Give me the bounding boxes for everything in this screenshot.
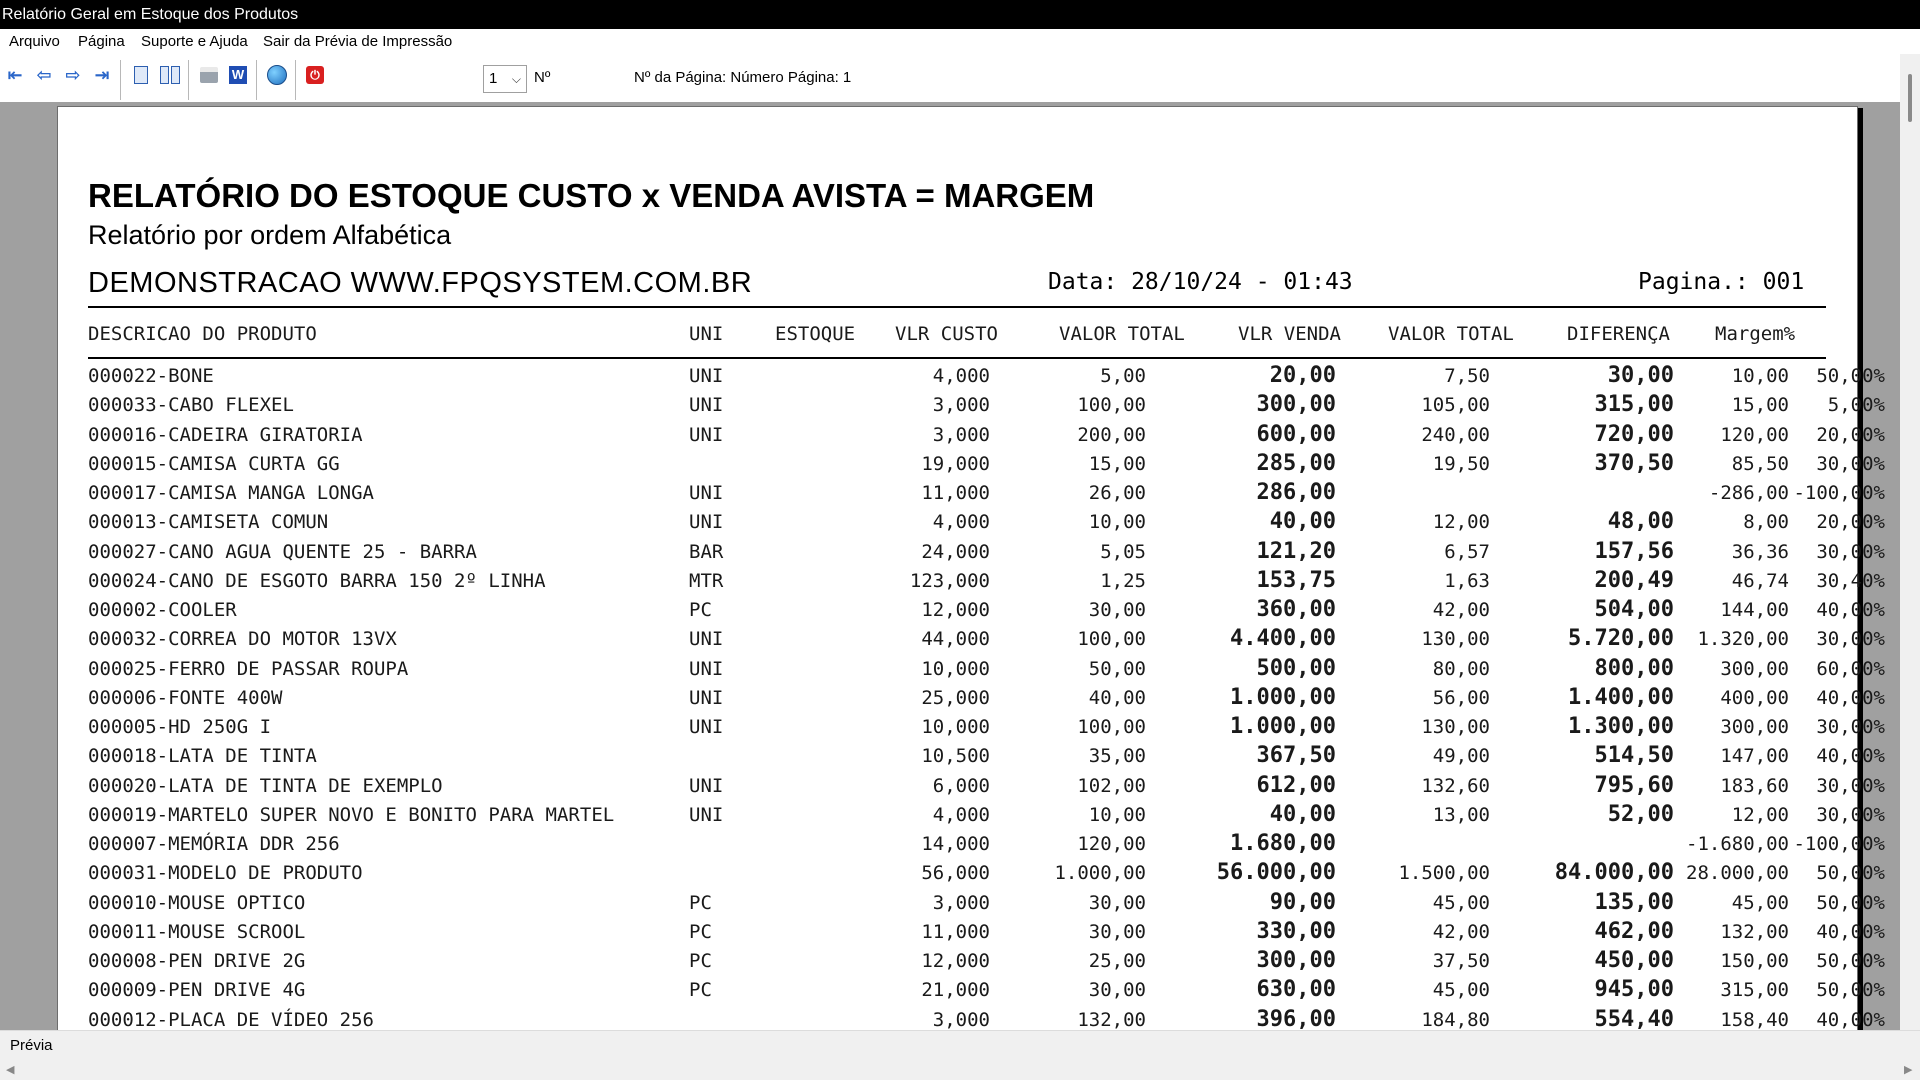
cell-descricao: 000012-PLACA DE VÍDEO 256 — [88, 1009, 374, 1030]
table-row — [58, 743, 1885, 772]
cell-descricao: 000005-HD 250G I — [88, 716, 272, 738]
table-row — [58, 597, 1885, 626]
cell-diferenca: 28.000,00 — [1686, 862, 1789, 884]
cell-vlr-custo: 100,00 — [1077, 394, 1146, 416]
column-header: DESCRICAO DO PRODUTO — [88, 323, 317, 345]
cell-uni: UNI — [689, 658, 724, 680]
cell-uni: PC — [689, 599, 712, 621]
cell-estoque: 10,500 — [921, 745, 990, 767]
printer-icon — [200, 67, 218, 83]
cell-descricao: 000019-MARTELO SUPER NOVO E BONITO PARA MARTEL — [88, 804, 615, 826]
cell-estoque: 3,000 — [932, 394, 990, 416]
cell-valor-total-custo: 300,00 — [1256, 392, 1336, 417]
cell-uni: UNI — [689, 716, 724, 738]
menu-bar — [0, 29, 1920, 54]
cell-vlr-venda: 13,00 — [1432, 804, 1490, 826]
cell-estoque: 11,000 — [921, 482, 990, 504]
cell-estoque: 56,000 — [921, 862, 990, 884]
cell-margem: 30,00% — [1816, 804, 1885, 826]
cell-estoque: 25,000 — [921, 687, 990, 709]
cell-diferenca: 158,40 — [1720, 1009, 1789, 1030]
cell-valor-total-venda: 5.720,00 — [1568, 626, 1674, 651]
toolbar-separator — [120, 60, 121, 100]
first-page-icon: ⇤ — [7, 64, 23, 86]
cell-margem: 5,00% — [1827, 394, 1885, 416]
status-bar — [0, 1030, 1920, 1060]
cell-descricao: 000008-PEN DRIVE 2G — [88, 950, 306, 972]
cell-diferenca: 120,00 — [1720, 424, 1789, 446]
cell-vlr-custo: 5,00 — [1100, 365, 1146, 387]
globe-icon — [267, 65, 287, 85]
cell-vlr-custo: 30,00 — [1088, 892, 1146, 914]
cell-uni: UNI — [689, 804, 724, 826]
cell-vlr-venda: 1,63 — [1444, 570, 1490, 592]
cell-valor-total-custo: 500,00 — [1256, 656, 1336, 681]
column-header: ESTOQUE — [775, 323, 856, 345]
report-page-number: Pagina.: 001 — [1638, 269, 1805, 295]
menu-suporte-ajuda[interactable]: Suporte e Ajuda — [141, 33, 248, 50]
cell-diferenca: 8,00 — [1743, 511, 1789, 533]
cell-descricao: 000006-FONTE 400W — [88, 687, 283, 709]
cell-valor-total-venda: 720,00 — [1594, 422, 1674, 447]
print-button[interactable] — [196, 62, 222, 88]
cell-estoque: 3,000 — [932, 1009, 990, 1030]
cell-vlr-venda: 42,00 — [1432, 921, 1490, 943]
export-word-button[interactable] — [225, 62, 251, 88]
cell-diferenca: 144,00 — [1720, 599, 1789, 621]
cell-descricao: 000015-CAMISA CURTA GG — [88, 453, 340, 475]
close-preview-button[interactable] — [302, 62, 328, 88]
last-page-icon: ⇥ — [94, 64, 110, 86]
report-date: Data: 28/10/24 - 01:43 — [1048, 269, 1353, 295]
cell-descricao: 000016-CADEIRA GIRATORIA — [88, 424, 363, 446]
cell-vlr-venda: 45,00 — [1432, 892, 1490, 914]
cell-valor-total-venda: 800,00 — [1594, 656, 1674, 681]
divider — [88, 306, 1826, 308]
single-page-icon — [134, 66, 148, 84]
cell-valor-total-venda: 462,00 — [1594, 919, 1674, 944]
cell-descricao: 000013-CAMISETA COMUN — [88, 511, 329, 533]
cell-vlr-venda: 7,50 — [1444, 365, 1490, 387]
cell-margem: 30,00% — [1816, 453, 1885, 475]
cell-valor-total-venda: 48,00 — [1607, 509, 1674, 534]
cell-diferenca: 45,00 — [1731, 892, 1789, 914]
cell-valor-total-venda: 315,00 — [1594, 392, 1674, 417]
cell-margem: -100,00% — [1793, 833, 1885, 855]
cell-valor-total-venda: 135,00 — [1594, 890, 1674, 915]
cell-valor-total-custo: 330,00 — [1256, 919, 1336, 944]
table-row — [58, 568, 1885, 597]
cell-descricao: 000022-BONE — [88, 365, 214, 387]
cell-descricao: 000009-PEN DRIVE 4G — [88, 979, 306, 1001]
cell-margem: 50,00% — [1816, 979, 1885, 1001]
menu-pagina[interactable]: Página — [78, 33, 125, 50]
window-title: Relatório Geral em Estoque dos Produtos — [0, 0, 1920, 29]
cell-valor-total-custo: 90,00 — [1269, 890, 1336, 915]
cell-diferenca: 183,60 — [1720, 775, 1789, 797]
cell-valor-total-custo: 153,75 — [1256, 568, 1336, 593]
cell-diferenca: 150,00 — [1720, 950, 1789, 972]
cell-diferenca: 10,00 — [1731, 365, 1789, 387]
table-row — [58, 919, 1885, 948]
cell-margem: 30,00% — [1816, 716, 1885, 738]
cell-margem: 50,00% — [1816, 892, 1885, 914]
cell-margem: 30,40% — [1816, 570, 1885, 592]
table-header — [58, 323, 1857, 351]
cell-descricao: 000020-LATA DE TINTA DE EXEMPLO — [88, 775, 443, 797]
cell-valor-total-custo: 367,50 — [1256, 743, 1336, 768]
cell-margem: 30,00% — [1816, 775, 1885, 797]
column-header: VALOR TOTAL — [1059, 323, 1185, 345]
cell-descricao: 000025-FERRO DE PASSAR ROUPA — [88, 658, 409, 680]
cell-vlr-venda: 130,00 — [1421, 628, 1490, 650]
cell-vlr-venda: 56,00 — [1432, 687, 1490, 709]
cell-estoque: 10,000 — [921, 716, 990, 738]
table-row — [58, 860, 1885, 889]
status-text: Prévia — [10, 1037, 53, 1054]
cell-uni: PC — [689, 950, 712, 972]
cell-diferenca: 1.320,00 — [1697, 628, 1789, 650]
cell-estoque: 4,000 — [932, 365, 990, 387]
cell-estoque: 4,000 — [932, 804, 990, 826]
cell-valor-total-venda: 504,00 — [1594, 597, 1674, 622]
cell-estoque: 14,000 — [921, 833, 990, 855]
cell-valor-total-venda: 514,50 — [1594, 743, 1674, 768]
cell-estoque: 24,000 — [921, 541, 990, 563]
cell-valor-total-custo: 396,00 — [1256, 1007, 1336, 1030]
table-row — [58, 977, 1885, 1006]
cell-uni: BAR — [689, 541, 724, 563]
table-row — [58, 890, 1885, 919]
cell-vlr-custo: 102,00 — [1077, 775, 1146, 797]
last-page-button[interactable] — [89, 62, 115, 88]
cell-vlr-custo: 10,00 — [1088, 511, 1146, 533]
cell-descricao: 000002-COOLER — [88, 599, 237, 621]
cell-descricao: 000024-CANO DE ESGOTO BARRA 150 2º LINHA — [88, 570, 546, 592]
cell-diferenca: 300,00 — [1720, 716, 1789, 738]
cell-diferenca: 85,50 — [1731, 453, 1789, 475]
cell-vlr-venda: 37,50 — [1432, 950, 1490, 972]
cell-estoque: 123,000 — [909, 570, 990, 592]
cell-descricao: 000011-MOUSE SCROOL — [88, 921, 306, 943]
column-header: UNI — [689, 323, 724, 345]
cell-valor-total-custo: 300,00 — [1256, 948, 1336, 973]
cell-descricao: 000018-LATA DE TINTA — [88, 745, 317, 767]
power-icon: ⏻ — [306, 66, 324, 84]
two-pages-button[interactable] — [157, 62, 183, 88]
table-row — [58, 1007, 1885, 1030]
arrow-right-icon: ⇨ — [65, 64, 81, 86]
table-row — [58, 948, 1885, 977]
cell-margem: 40,00% — [1816, 1009, 1885, 1030]
cell-estoque: 4,000 — [932, 511, 990, 533]
cell-margem: 20,00% — [1816, 424, 1885, 446]
cell-vlr-custo: 15,00 — [1088, 453, 1146, 475]
cell-vlr-custo: 26,00 — [1088, 482, 1146, 504]
cell-uni: UNI — [689, 424, 724, 446]
arrow-left-icon: ⇦ — [36, 64, 52, 86]
cell-valor-total-custo: 20,00 — [1269, 363, 1336, 388]
first-page-button[interactable] — [2, 62, 28, 88]
horizontal-scrollbar[interactable] — [0, 1060, 1920, 1080]
cell-estoque: 10,000 — [921, 658, 990, 680]
cell-vlr-custo: 30,00 — [1088, 979, 1146, 1001]
cell-vlr-custo: 40,00 — [1088, 687, 1146, 709]
toolbar-separator — [295, 60, 296, 100]
cell-uni: UNI — [689, 394, 724, 416]
cell-vlr-custo: 1.000,00 — [1054, 862, 1146, 884]
table-row — [58, 422, 1885, 451]
page-number-value: 1 — [489, 70, 498, 87]
cell-vlr-venda: 105,00 — [1421, 394, 1490, 416]
cell-valor-total-venda: 945,00 — [1594, 977, 1674, 1002]
cell-vlr-venda: 49,00 — [1432, 745, 1490, 767]
cell-margem: -100,00% — [1793, 482, 1885, 504]
cell-valor-total-custo: 286,00 — [1256, 480, 1336, 505]
cell-margem: 20,00% — [1816, 511, 1885, 533]
report-company: DEMONSTRACAO WWW.FPQSYSTEM.COM.BR — [88, 267, 753, 299]
cell-valor-total-venda: 157,56 — [1594, 539, 1674, 564]
cell-vlr-custo: 1,25 — [1100, 570, 1146, 592]
table-row — [58, 685, 1885, 714]
scroll-left-icon[interactable]: ◀ — [6, 1064, 15, 1076]
cell-vlr-venda: 132,60 — [1421, 775, 1490, 797]
next-page-button[interactable] — [60, 62, 86, 88]
divider — [88, 357, 1826, 359]
report-title: RELATÓRIO DO ESTOQUE CUSTO x VENDA AVISTA = MARGEM — [88, 177, 1095, 214]
table-row — [58, 509, 1885, 538]
cell-uni: UNI — [689, 482, 724, 504]
cell-valor-total-venda: 200,49 — [1594, 568, 1674, 593]
cell-descricao: 000027-CANO AGUA QUENTE 25 - BARRA — [88, 541, 477, 563]
word-icon: W — [229, 66, 247, 84]
cell-valor-total-venda: 450,00 — [1594, 948, 1674, 973]
cell-uni: UNI — [689, 775, 724, 797]
table-row — [58, 831, 1885, 860]
cell-margem: 30,00% — [1816, 541, 1885, 563]
report-subtitle: Relatório por ordem Alfabética — [88, 220, 452, 250]
cell-diferenca: 36,36 — [1731, 541, 1789, 563]
report-page — [57, 106, 1885, 1030]
cell-vlr-venda: 80,00 — [1432, 658, 1490, 680]
cell-valor-total-custo: 285,00 — [1256, 451, 1336, 476]
cell-estoque: 44,000 — [921, 628, 990, 650]
cell-vlr-venda: 1.500,00 — [1398, 862, 1490, 884]
cell-uni: PC — [689, 979, 712, 1001]
cell-valor-total-custo: 360,00 — [1256, 597, 1336, 622]
cell-descricao: 000010-MOUSE OPTICO — [88, 892, 306, 914]
cell-estoque: 21,000 — [921, 979, 990, 1001]
cell-valor-total-custo: 612,00 — [1256, 773, 1336, 798]
cell-valor-total-custo: 1.000,00 — [1230, 685, 1336, 710]
table-row — [58, 773, 1885, 802]
cell-valor-total-custo: 630,00 — [1256, 977, 1336, 1002]
cell-estoque: 6,000 — [932, 775, 990, 797]
cell-vlr-custo: 100,00 — [1077, 716, 1146, 738]
cell-vlr-venda: 240,00 — [1421, 424, 1490, 446]
column-header: VALOR TOTAL — [1388, 323, 1514, 345]
cell-diferenca: 147,00 — [1720, 745, 1789, 767]
table-row — [58, 714, 1885, 743]
cell-vlr-custo: 5,05 — [1100, 541, 1146, 563]
cell-estoque: 11,000 — [921, 921, 990, 943]
web-export-button[interactable] — [264, 62, 290, 88]
cell-valor-total-venda: 370,50 — [1594, 451, 1674, 476]
toolbar — [0, 54, 1920, 102]
cell-valor-total-custo: 40,00 — [1269, 802, 1336, 827]
cell-estoque: 3,000 — [932, 424, 990, 446]
table-row — [58, 626, 1885, 655]
vertical-scrollbar[interactable] — [1900, 54, 1920, 1030]
cell-uni: UNI — [689, 365, 724, 387]
cell-valor-total-venda: 554,40 — [1594, 1007, 1674, 1030]
cell-vlr-custo: 35,00 — [1088, 745, 1146, 767]
cell-valor-total-venda: 84.000,00 — [1554, 860, 1674, 885]
cell-valor-total-venda: 30,00 — [1607, 363, 1674, 388]
scroll-right-icon[interactable]: ▶ — [1904, 1064, 1913, 1076]
table-row — [58, 539, 1885, 568]
cell-uni: MTR — [689, 570, 724, 592]
cell-diferenca: 400,00 — [1720, 687, 1789, 709]
table-row — [58, 480, 1885, 509]
cell-valor-total-venda: 1.300,00 — [1568, 714, 1674, 739]
column-header: DIFERENÇA — [1567, 323, 1670, 345]
cell-estoque: 19,000 — [921, 453, 990, 475]
cell-vlr-custo: 30,00 — [1088, 921, 1146, 943]
cell-diferenca: -1.680,00 — [1686, 833, 1789, 855]
cell-margem: 40,00% — [1816, 687, 1885, 709]
single-page-button[interactable] — [128, 62, 154, 88]
cell-vlr-custo: 120,00 — [1077, 833, 1146, 855]
cell-vlr-venda: 6,57 — [1444, 541, 1490, 563]
cell-descricao: 000032-CORREA DO MOTOR 13VX — [88, 628, 397, 650]
table-row — [58, 363, 1885, 392]
menu-sair-previa[interactable]: Sair da Prévia de Impressão — [263, 33, 453, 50]
cell-valor-total-custo: 121,20 — [1256, 539, 1336, 564]
cell-estoque: 3,000 — [932, 892, 990, 914]
page-no-label: Nº — [534, 69, 551, 86]
cell-valor-total-custo: 1.680,00 — [1230, 831, 1336, 856]
cell-vlr-custo: 10,00 — [1088, 804, 1146, 826]
preview-area[interactable] — [0, 102, 1900, 1030]
prev-page-button[interactable] — [31, 62, 57, 88]
cell-diferenca: 300,00 — [1720, 658, 1789, 680]
toolbar-separator — [256, 60, 257, 100]
cell-valor-total-custo: 56.000,00 — [1216, 860, 1336, 885]
cell-diferenca: -286,00 — [1708, 482, 1789, 504]
cell-margem: 40,00% — [1816, 599, 1885, 621]
cell-vlr-custo: 200,00 — [1077, 424, 1146, 446]
table-row — [58, 656, 1885, 685]
cell-diferenca: 15,00 — [1731, 394, 1789, 416]
cell-margem: 50,00% — [1816, 365, 1885, 387]
cell-uni: UNI — [689, 687, 724, 709]
column-header: Margem% — [1715, 323, 1796, 345]
cell-vlr-venda: 45,00 — [1432, 979, 1490, 1001]
cell-valor-total-venda: 52,00 — [1607, 802, 1674, 827]
cell-vlr-custo: 25,00 — [1088, 950, 1146, 972]
page-info: Nº da Página: Número Página: 1 — [634, 69, 852, 86]
cell-valor-total-custo: 600,00 — [1256, 422, 1336, 447]
cell-margem: 40,00% — [1816, 921, 1885, 943]
cell-valor-total-custo: 4.400,00 — [1230, 626, 1336, 651]
column-header: VLR VENDA — [1238, 323, 1341, 345]
cell-valor-total-venda: 1.400,00 — [1568, 685, 1674, 710]
cell-diferenca: 315,00 — [1720, 979, 1789, 1001]
cell-descricao: 000017-CAMISA MANGA LONGA — [88, 482, 374, 504]
cell-vlr-venda: 42,00 — [1432, 599, 1490, 621]
table-row — [58, 451, 1885, 480]
table-row — [58, 802, 1885, 831]
cell-margem: 50,00% — [1816, 862, 1885, 884]
cell-estoque: 12,000 — [921, 950, 990, 972]
cell-uni: PC — [689, 892, 712, 914]
cell-uni: UNI — [689, 511, 724, 533]
chevron-down-icon: ⌵ — [511, 72, 521, 86]
cell-vlr-venda: 130,00 — [1421, 716, 1490, 738]
cell-vlr-venda: 12,00 — [1432, 511, 1490, 533]
scroll-thumb[interactable] — [1908, 74, 1912, 122]
cell-valor-total-custo: 1.000,00 — [1230, 714, 1336, 739]
menu-arquivo[interactable]: Arquivo — [9, 33, 60, 50]
cell-uni: UNI — [689, 628, 724, 650]
table-row — [58, 392, 1885, 421]
page-number-select[interactable] — [483, 65, 527, 93]
cell-vlr-custo: 30,00 — [1088, 599, 1146, 621]
cell-margem: 40,00% — [1816, 745, 1885, 767]
cell-descricao: 000031-MODELO DE PRODUTO — [88, 862, 363, 884]
cell-valor-total-custo: 40,00 — [1269, 509, 1336, 534]
cell-vlr-venda: 184,80 — [1421, 1009, 1490, 1030]
cell-valor-total-venda: 795,60 — [1594, 773, 1674, 798]
cell-uni: PC — [689, 921, 712, 943]
cell-diferenca: 132,00 — [1720, 921, 1789, 943]
column-header: VLR CUSTO — [895, 323, 998, 345]
cell-margem: 30,00% — [1816, 628, 1885, 650]
cell-margem: 50,00% — [1816, 950, 1885, 972]
cell-descricao: 000007-MEMÓRIA DDR 256 — [88, 833, 340, 855]
cell-vlr-custo: 132,00 — [1077, 1009, 1146, 1030]
cell-vlr-custo: 50,00 — [1088, 658, 1146, 680]
cell-descricao: 000033-CABO FLEXEL — [88, 394, 294, 416]
cell-diferenca: 12,00 — [1731, 804, 1789, 826]
cell-vlr-custo: 100,00 — [1077, 628, 1146, 650]
cell-diferenca: 46,74 — [1731, 570, 1789, 592]
cell-vlr-venda: 19,50 — [1432, 453, 1490, 475]
toolbar-separator — [188, 60, 189, 100]
two-pages-icon — [160, 66, 180, 84]
cell-margem: 60,00% — [1816, 658, 1885, 680]
cell-estoque: 12,000 — [921, 599, 990, 621]
